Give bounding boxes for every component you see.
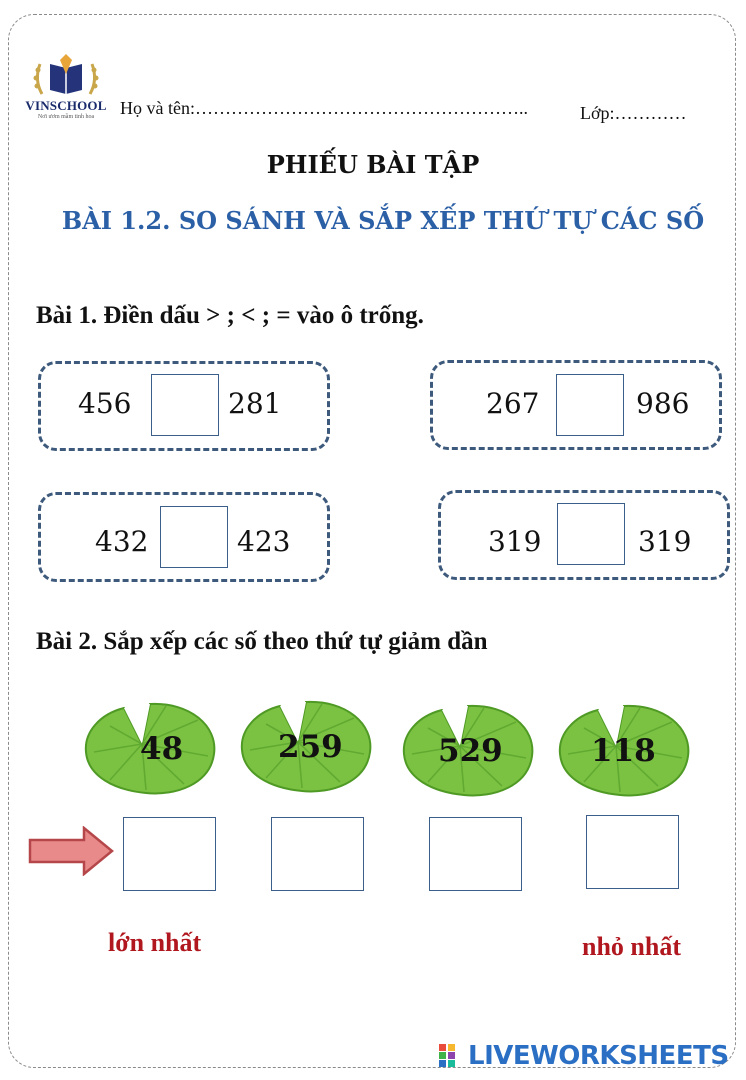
left-number: 319 (488, 525, 542, 558)
right-number: 423 (237, 525, 291, 558)
leaf-number: 259 (278, 729, 343, 765)
exercise1-heading: Bài 1. Điền dấu > ; < ; = vào ô trống. (36, 302, 424, 329)
largest-label: lớn nhất (108, 928, 202, 957)
smallest-label: nhỏ nhất (582, 932, 681, 961)
right-number: 986 (636, 387, 690, 420)
exercise2-heading: Bài 2. Sắp xếp các số theo thứ tự giảm dần (36, 628, 488, 655)
liveworksheets-logo-icon (438, 1042, 464, 1070)
left-number: 456 (78, 387, 132, 420)
leaf-number: 118 (591, 733, 656, 769)
left-number: 267 (486, 387, 540, 420)
leaf-number: 48 (140, 731, 184, 767)
right-number: 281 (228, 387, 282, 420)
arrow-right-icon (28, 826, 114, 876)
logo-tagline: Nơi ươm mầm tinh hoa (37, 114, 95, 120)
footer-brand[interactable] (438, 1038, 729, 1074)
right-number: 319 (638, 525, 692, 558)
left-number: 432 (95, 525, 149, 558)
order-answer-box[interactable] (271, 817, 364, 891)
leaf-number: 529 (438, 733, 503, 769)
student-name-field[interactable]: Họ và tên:……………………………………………….. (120, 98, 528, 118)
order-answer-box[interactable] (586, 815, 679, 889)
class-field[interactable]: Lớp:………… (580, 103, 687, 123)
order-answer-box[interactable] (429, 817, 522, 891)
compare-answer-box[interactable] (151, 374, 219, 436)
worksheet-subtitle: BÀI 1.2. SO SÁNH VÀ SẮP XẾP THỨ TỰ CÁC SỐ (61, 206, 705, 235)
compare-answer-box[interactable] (556, 374, 624, 436)
worksheet-title: PHIẾU BÀI TẬP (266, 150, 480, 179)
order-answer-box[interactable] (123, 817, 216, 891)
compare-answer-box[interactable] (160, 506, 228, 568)
footer-brand-text: LIVEWORKSHEETS (468, 1041, 729, 1071)
logo-text: VINSCHOOL (25, 98, 107, 113)
compare-answer-box[interactable] (557, 503, 625, 565)
